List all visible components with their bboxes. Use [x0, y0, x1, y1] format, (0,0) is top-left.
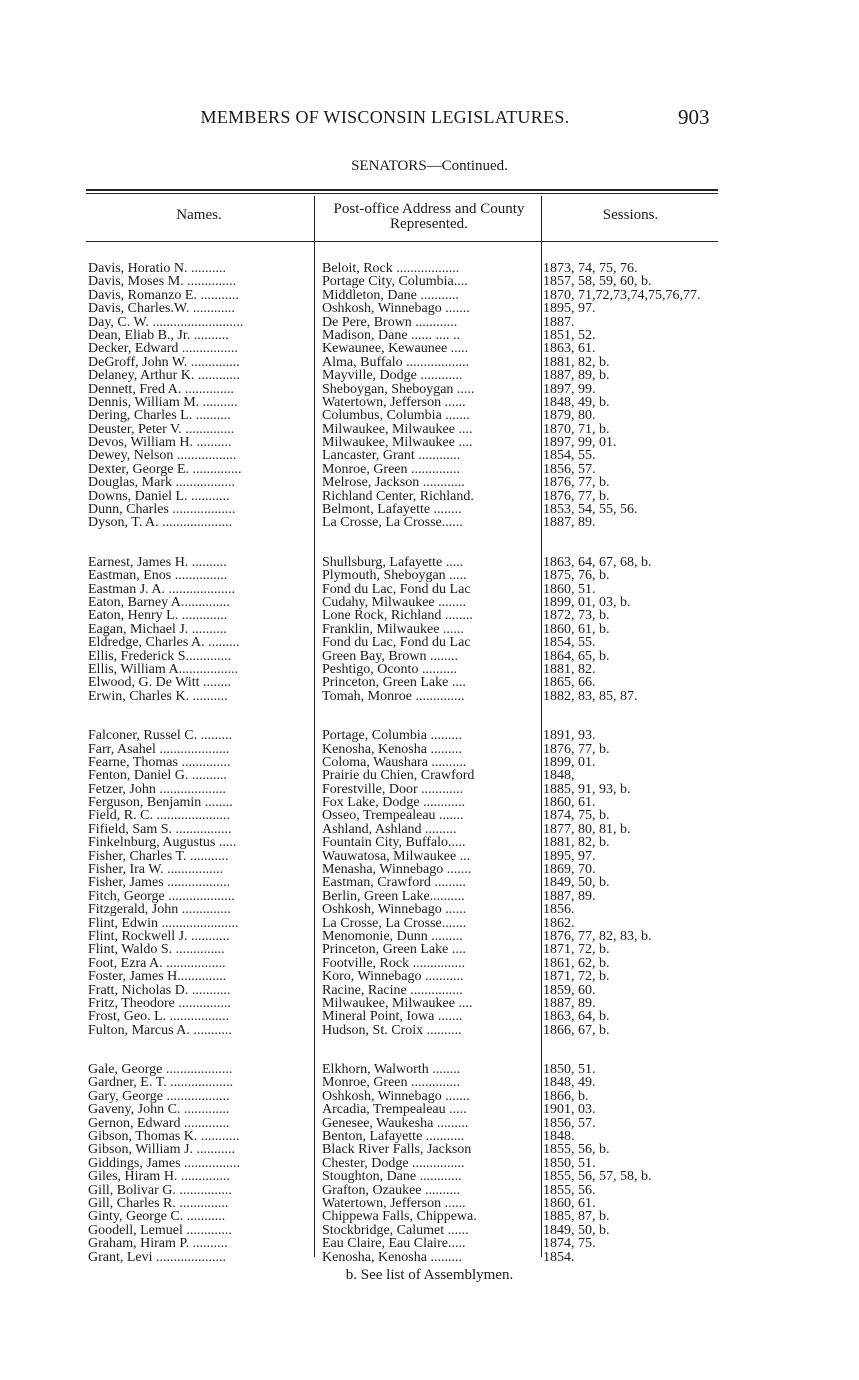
post-office-address: De Pere, Brown ............ — [322, 315, 458, 329]
table-row — [86, 957, 718, 970]
sessions-served: 1899, 01, 03, b. — [543, 595, 631, 610]
table-row — [86, 1197, 718, 1210]
sessions-served: 1853, 54, 55, 56. — [543, 503, 638, 517]
table-row — [86, 890, 718, 903]
post-office-address: Lancaster, Grant ............ — [322, 449, 461, 463]
post-office-address: Forestville, Door ............ — [322, 782, 464, 797]
sessions-served: 1881, 82, b. — [543, 836, 610, 850]
sessions-served: 1879, 80. — [543, 409, 596, 423]
senator-name: Gibson, William J. ........... — [88, 1143, 235, 1157]
sessions-served: 1871, 72, b. — [543, 970, 610, 984]
senator-name: Fenton, Daniel G. .......... — [88, 769, 227, 783]
post-office-address: Melrose, Jackson ............ — [322, 476, 465, 490]
table-row — [86, 1103, 718, 1116]
table-row — [86, 783, 718, 796]
table-row — [86, 1076, 718, 1089]
sessions-served: 1850, 51. — [543, 1063, 596, 1077]
senator-name: Farr, Asahel .................... — [88, 742, 230, 756]
table-row — [86, 583, 718, 596]
senator-name: Delaney, Arthur K. ............ — [88, 369, 240, 383]
table-row — [86, 423, 718, 436]
sessions-served: 1876, 77, b. — [543, 476, 610, 490]
sessions-served: 1866, b. — [543, 1089, 589, 1104]
table-row — [86, 342, 718, 355]
senator-name: Fetzer, John ................... — [88, 782, 226, 797]
sessions-served: 1854. — [543, 1250, 575, 1264]
senator-name: Decker, Edward ................ — [88, 342, 238, 356]
sessions-served: 1887. — [543, 315, 575, 329]
post-office-address: Racine, Racine ............... — [322, 983, 463, 997]
senator-name: Ferguson, Benjamin ........ — [88, 796, 233, 810]
post-office-address: Benton, Lafayette ........... — [322, 1130, 465, 1144]
post-office-address: Coloma, Waushara .......... — [322, 755, 467, 770]
post-office-address: Alma, Buffalo .................. — [322, 355, 470, 370]
table-row — [86, 1090, 718, 1103]
senator-name: Fifield, Sam S. ................ — [88, 822, 232, 837]
sessions-served: 1863, 61. — [543, 342, 596, 356]
sessions-served: 1874, 75, b. — [543, 809, 610, 823]
senator-name: Giles, Hiram H. .............. — [88, 1170, 230, 1184]
post-office-address: Princeton, Green Lake .... — [322, 943, 466, 957]
senator-name: Goodell, Lemuel ............. — [88, 1223, 232, 1238]
post-office-address: Fond du Lac, Fond du Lac — [322, 582, 471, 596]
sessions-served: 1869, 70. — [543, 863, 596, 877]
table-row — [86, 449, 718, 462]
table-row — [86, 503, 718, 516]
post-office-address: Franklin, Milwaukee ...... — [322, 622, 464, 637]
senator-name: Fearne, Thomas .............. — [88, 755, 231, 770]
table-row — [86, 556, 718, 569]
sessions-served: 1860, 51. — [543, 582, 596, 596]
sessions-served: 1876, 77, 82, 83, b. — [543, 929, 652, 944]
sessions-served: 1851, 52. — [543, 328, 596, 343]
senator-name: Foster, James H.............. — [88, 970, 227, 984]
table-header — [86, 196, 718, 242]
table-row — [86, 476, 718, 489]
table-row — [86, 1224, 718, 1237]
senator-name: Finkelnburg, Augustus ..... — [88, 836, 237, 850]
sessions-served: 1887, 89. — [543, 516, 596, 530]
post-office-address: Chester, Dodge ............... — [322, 1156, 465, 1171]
post-office-address: Mineral Point, Iowa ....... — [322, 1010, 463, 1024]
table-row — [86, 690, 718, 703]
post-office-address: Peshtigo, Oconto .......... — [322, 662, 457, 677]
senator-name: Gary, George .................. — [88, 1089, 230, 1104]
table-row — [86, 1184, 718, 1197]
post-office-address: Portage City, Columbia.... — [322, 275, 468, 289]
table-row — [86, 409, 718, 422]
post-office-address: Eau Claire, Eau Claire..... — [322, 1237, 466, 1251]
senator-name: Ellis, William A................. — [88, 662, 239, 677]
senator-name: Dexter, George E. .............. — [88, 462, 242, 477]
post-office-address: Monroe, Green .............. — [322, 462, 461, 477]
sessions-served: 1856. — [543, 903, 575, 917]
table-row — [86, 769, 718, 782]
table-row — [86, 903, 718, 916]
sessions-served: 1891, 93. — [543, 729, 596, 743]
table-row — [86, 609, 718, 622]
senator-name: Dyson, T. A. .................... — [88, 516, 233, 530]
post-office-address: Tomah, Monroe .............. — [322, 689, 465, 704]
sessions-served: 1873, 74, 75, 76. — [543, 262, 638, 276]
senator-name: Flint, Edwin ...................... — [88, 916, 239, 930]
post-office-address: Middleton, Dane ........... — [322, 288, 459, 303]
sessions-served: 1848, 49. — [543, 1076, 596, 1090]
footnote: b. See list of Assemblymen. — [345, 1267, 514, 1283]
senator-name: Erwin, Charles K. .......... — [88, 689, 228, 704]
post-office-address: Menomonie, Dunn ......... — [322, 929, 463, 944]
column-header-names: Names. — [176, 207, 222, 223]
senator-name: Flint, Waldo S. .............. — [88, 943, 225, 957]
post-office-address: Watertown, Jefferson ...... — [322, 395, 466, 410]
sessions-served: 1866, 67, b. — [543, 1023, 610, 1038]
table-row — [86, 463, 718, 476]
post-office-address: Sheboygan, Sheboygan ..... — [322, 382, 475, 396]
table-row — [86, 1210, 718, 1223]
post-office-address: Shullsburg, Lafayette ..... — [322, 555, 464, 570]
sessions-served: 1875, 76, b. — [543, 569, 610, 583]
table-row — [86, 863, 718, 876]
table-row — [86, 729, 718, 742]
post-office-address: Arcadia, Trempealeau ..... — [322, 1103, 467, 1117]
senator-name: Dennett, Fred A. .............. — [88, 382, 234, 396]
senator-name: Frost, Geo. L. ................. — [88, 1010, 230, 1024]
post-office-address: Lone Rock, Richland ........ — [322, 609, 473, 623]
table-row — [86, 516, 718, 529]
post-office-address: Stoughton, Dane ............ — [322, 1170, 462, 1184]
table-row — [86, 383, 718, 396]
top-rule — [86, 189, 718, 191]
senator-name: Gaveny, John C. ............. — [88, 1103, 230, 1117]
senator-name: Foot, Ezra A. ................. — [88, 956, 226, 971]
table-row — [86, 650, 718, 663]
sessions-served: 1895, 97. — [543, 849, 596, 864]
sessions-served: 1849, 50, b. — [543, 876, 610, 890]
post-office-address: Footville, Rock ............... — [322, 956, 466, 971]
post-office-address: Green Bay, Brown ........ — [322, 649, 458, 663]
sessions-served: 1871, 72, b. — [543, 943, 610, 957]
post-office-address: Columbus, Columbia ....... — [322, 409, 470, 423]
sessions-served: 1860, 61. — [543, 1197, 596, 1211]
senator-name: Ginty, George C. ........... — [88, 1210, 226, 1224]
post-office-address: Beloit, Rock .................. — [322, 262, 460, 276]
sessions-served: 1848, — [543, 769, 575, 783]
running-head: MEMBERS OF WISCONSIN LEGISLATURES. — [200, 107, 570, 127]
sessions-served: 1860, 61, b. — [543, 622, 610, 637]
senator-name: Gardner, E. T. .................. — [88, 1076, 234, 1090]
table-row — [86, 1024, 718, 1037]
group-spacer — [86, 703, 718, 729]
sessions-served: 1897, 99. — [543, 382, 596, 396]
table-row — [86, 743, 718, 756]
table-row — [86, 316, 718, 329]
post-office-address: Berlin, Green Lake.......... — [322, 889, 465, 904]
sessions-served: 1859, 60. — [543, 983, 596, 997]
post-office-address: Kenosha, Kenosha ......... — [322, 742, 462, 756]
table-row — [86, 756, 718, 769]
post-office-address: Madison, Dane ...... .... .. — [322, 328, 461, 343]
post-office-address: Prairie du Chien, Crawford — [322, 769, 475, 783]
post-office-address: Kenosha, Kenosha ......... — [322, 1250, 462, 1264]
table-row — [86, 836, 718, 849]
post-office-address: Oshkosh, Winnebago ...... — [322, 903, 467, 917]
senator-name: Elwood, G. De Witt ........ — [88, 676, 232, 690]
sessions-served: 1882, 83, 85, 87. — [543, 689, 638, 704]
table-row — [86, 1130, 718, 1143]
senator-name: Fitzgerald, John .............. — [88, 903, 231, 917]
post-office-address: Kewaunee, Kewaunee ..... — [322, 342, 469, 356]
senator-name: Davis, Charles.W. ............ — [88, 302, 235, 316]
senator-name: Dean, Eliab B., Jr. .......... — [88, 328, 229, 343]
table-row — [86, 876, 718, 889]
column-header-sessions: Sessions. — [602, 207, 659, 223]
sessions-served: 1874, 75. — [543, 1237, 596, 1251]
sessions-served: 1861, 62, b. — [543, 956, 610, 971]
sessions-served: 1855, 56, b. — [543, 1143, 610, 1157]
senator-name: Day, C. W. .......................... — [88, 315, 244, 329]
post-office-address: Elkhorn, Walworth ........ — [322, 1063, 461, 1077]
post-office-address: Watertown, Jefferson ...... — [322, 1197, 466, 1211]
senator-name: Dewey, Nelson ................. — [88, 449, 237, 463]
senator-name: Gill, Charles R. .............. — [88, 1197, 229, 1211]
post-office-address: Fond du Lac, Fond du Lac — [322, 636, 471, 650]
table-row — [86, 1117, 718, 1130]
sessions-served: 1887, 89, b. — [543, 369, 610, 383]
table-row — [86, 1010, 718, 1023]
post-office-address: Fox Lake, Dodge ............ — [322, 796, 466, 810]
sessions-served: 1872, 73, b. — [543, 609, 610, 623]
table-row — [86, 569, 718, 582]
table-row — [86, 636, 718, 649]
post-office-address: La Crosse, La Crosse...... — [322, 516, 463, 530]
senator-name: Downs, Daniel L. ........... — [88, 489, 230, 504]
post-office-address: Plymouth, Sheboygan ..... — [322, 569, 467, 583]
table-row — [86, 1251, 718, 1264]
table-row — [86, 623, 718, 636]
senator-name: Deuster, Peter V. .............. — [88, 422, 235, 437]
table-row — [86, 329, 718, 342]
table-row — [86, 943, 718, 956]
post-office-address: Belmont, Lafayette ........ — [322, 503, 462, 517]
post-office-address: Milwaukee, Milwaukee .... — [322, 436, 473, 450]
table-row — [86, 850, 718, 863]
sessions-served: 1899, 01. — [543, 755, 596, 770]
table-row — [86, 262, 718, 275]
senator-name: Eaton, Henry L. ............. — [88, 609, 228, 623]
sessions-served: 1887, 89. — [543, 996, 596, 1011]
sessions-served: 1876, 77, b. — [543, 489, 610, 504]
sessions-served: 1864, 65, b. — [543, 649, 610, 663]
post-office-address: Stockbridge, Calumet ...... — [322, 1223, 469, 1238]
senator-name: Dennis, William M. .......... — [88, 395, 238, 410]
table-row — [86, 663, 718, 676]
post-office-address: Monroe, Green .............. — [322, 1076, 461, 1090]
sessions-served: 1854, 55. — [543, 449, 596, 463]
post-office-address: Milwaukee, Milwaukee .... — [322, 996, 473, 1011]
post-office-address: Oshkosh, Winnebago ....... — [322, 302, 470, 316]
sessions-served: 1863, 64, b. — [543, 1010, 610, 1024]
senator-name: Eastman, Enos ............... — [88, 569, 228, 583]
table-row — [86, 1170, 718, 1183]
table-row — [86, 917, 718, 930]
top-rule-thin — [86, 193, 718, 194]
sessions-served: 1850, 51. — [543, 1156, 596, 1171]
post-office-address: Grafton, Ozaukee .......... — [322, 1183, 461, 1198]
senator-name: Eldredge, Charles A. ......... — [88, 636, 240, 650]
sessions-served: 1856, 57. — [543, 462, 596, 477]
senator-name: Gernon, Edward ............. — [88, 1116, 230, 1131]
sessions-served: 1885, 87, b. — [543, 1210, 610, 1224]
senator-name: Fisher, Ira W. ................ — [88, 863, 224, 877]
sessions-served: 1856, 57. — [543, 1116, 596, 1131]
table-row — [86, 289, 718, 302]
post-office-address: Chippewa Falls, Chippewa. — [322, 1210, 477, 1224]
table-row — [86, 930, 718, 943]
post-office-address: Osseo, Trempealeau ....... — [322, 809, 464, 823]
senator-name: Davis, Romanzo E. ........... — [88, 288, 239, 303]
post-office-address: Richland Center, Richland. — [322, 489, 474, 504]
post-office-address: Menasha, Winnebago ....... — [322, 863, 472, 877]
page-number: 903 — [678, 105, 710, 129]
sessions-served: 1860, 61. — [543, 796, 596, 810]
table-row — [86, 1157, 718, 1170]
senator-name: Devos, William H. .......... — [88, 436, 232, 450]
sessions-served: 1855, 56. — [543, 1183, 596, 1198]
table-row — [86, 490, 718, 503]
table-row — [86, 796, 718, 809]
sessions-served: 1877, 80, 81, b. — [543, 822, 631, 837]
post-office-address: Black River Falls, Jackson — [322, 1143, 472, 1157]
post-office-address: Princeton, Green Lake .... — [322, 676, 466, 690]
table-row — [86, 356, 718, 369]
senator-name: Fisher, Charles T. ........... — [88, 849, 229, 864]
post-office-address: Mayville, Dodge ............ — [322, 369, 463, 383]
post-office-address: Koro, Winnebago ........... — [322, 970, 464, 984]
senator-name: Fitch, George ................... — [88, 889, 235, 904]
table-row — [86, 1237, 718, 1250]
senator-name: Ellis, Frederick S............. — [88, 649, 232, 663]
column-header-post-office: Post-office Address and County Represented. — [333, 201, 525, 232]
senator-name: Flint, Rockwell J. ........... — [88, 929, 230, 944]
sessions-served: 1897, 99, 01. — [543, 436, 617, 450]
sessions-served: 1848, 49, b. — [543, 395, 610, 410]
sessions-served: 1854, 55. — [543, 636, 596, 650]
header-rule — [86, 241, 718, 242]
group-spacer — [86, 1037, 718, 1063]
table-row — [86, 369, 718, 382]
senator-name: Gill, Bolivar G. ............... — [88, 1183, 232, 1198]
sessions-served: 1857, 58, 59, 60, b. — [543, 275, 652, 289]
senator-name: Eastman J. A. ................... — [88, 582, 235, 596]
sessions-served: 1849, 50, b. — [543, 1223, 610, 1238]
table-row — [86, 1143, 718, 1156]
table-row — [86, 396, 718, 409]
table-row — [86, 596, 718, 609]
senator-name: Field, R. C. ..................... — [88, 809, 230, 823]
senator-name: Fulton, Marcus A. ........... — [88, 1023, 232, 1038]
senator-name: Gibson, Thomas K. ........... — [88, 1130, 240, 1144]
senator-name: Eaton, Barney A.............. — [88, 595, 230, 610]
sessions-served: 1862. — [543, 916, 575, 930]
senator-name: Grant, Levi .................... — [88, 1250, 227, 1264]
group-spacer — [86, 530, 718, 556]
table-row — [86, 676, 718, 689]
sessions-served: 1901, 03. — [543, 1103, 596, 1117]
table-row — [86, 984, 718, 997]
senators-table — [86, 262, 718, 1264]
post-office-address: Ashland, Ashland ......... — [322, 822, 457, 837]
sessions-served: 1876, 77, b. — [543, 742, 610, 756]
post-office-address: Eastman, Crawford ......... — [322, 876, 466, 890]
table-row — [86, 302, 718, 315]
senator-name: Eagan, Michael J. .......... — [88, 622, 227, 637]
senator-name: Gale, George ................... — [88, 1063, 233, 1077]
senator-name: Earnest, James H. .......... — [88, 555, 227, 570]
post-office-address: Fountain City, Buffalo..... — [322, 836, 466, 850]
table-row — [86, 1063, 718, 1076]
sessions-served: 1881, 82, b. — [543, 355, 610, 370]
sessions-served: 1870, 71, b. — [543, 422, 610, 437]
post-office-address: Wauwatosa, Milwaukee ... — [322, 849, 471, 864]
sessions-served: 1848. — [543, 1130, 575, 1144]
table-row — [86, 970, 718, 983]
sessions-served: 1870, 71,72,73,74,75,76,77. — [543, 288, 701, 303]
section-title: SENATORS—Continued. — [351, 158, 508, 174]
sessions-served: 1855, 56, 57, 58, b. — [543, 1170, 652, 1184]
senator-name: Davis, Moses M. .............. — [88, 275, 237, 289]
senator-name: Fritz, Theodore ............... — [88, 996, 231, 1011]
post-office-address: La Crosse, La Crosse....... — [322, 916, 467, 930]
sessions-served: 1885, 91, 93, b. — [543, 782, 631, 797]
sessions-served: 1863, 64, 67, 68, b. — [543, 555, 652, 570]
sessions-served: 1881, 82. — [543, 662, 596, 677]
post-office-address: Hudson, St. Croix .......... — [322, 1023, 462, 1038]
senator-name: Graham, Hiram P. .......... — [88, 1237, 228, 1251]
post-office-address: Cudahy, Milwaukee ........ — [322, 595, 467, 610]
table-row — [86, 275, 718, 288]
senator-name: Falconer, Russel C. ......... — [88, 729, 233, 743]
post-office-address: Genesee, Waukesha ......... — [322, 1116, 469, 1131]
table-row — [86, 436, 718, 449]
senator-name: Fratt, Nicholas D. ........... — [88, 983, 231, 997]
senator-name: Davis, Horatio N. .......... — [88, 262, 227, 276]
sessions-served: 1887, 89. — [543, 889, 596, 904]
senator-name: DeGroff, John W. .............. — [88, 355, 240, 370]
post-office-address: Oshkosh, Winnebago ....... — [322, 1089, 470, 1104]
sessions-served: 1865, 66. — [543, 676, 596, 690]
senator-name: Douglas, Mark ................. — [88, 476, 235, 490]
senator-name: Dering, Charles L. .......... — [88, 409, 231, 423]
senator-name: Dunn, Charles .................. — [88, 503, 236, 517]
table-row — [86, 809, 718, 822]
senator-name: Fisher, James .................. — [88, 876, 231, 890]
senator-name: Giddings, James ................ — [88, 1156, 241, 1171]
post-office-address: Portage, Columbia ......... — [322, 729, 462, 743]
post-office-address: Milwaukee, Milwaukee .... — [322, 422, 473, 437]
sessions-served: 1895, 97. — [543, 302, 596, 316]
table-row — [86, 997, 718, 1010]
table-row — [86, 823, 718, 836]
